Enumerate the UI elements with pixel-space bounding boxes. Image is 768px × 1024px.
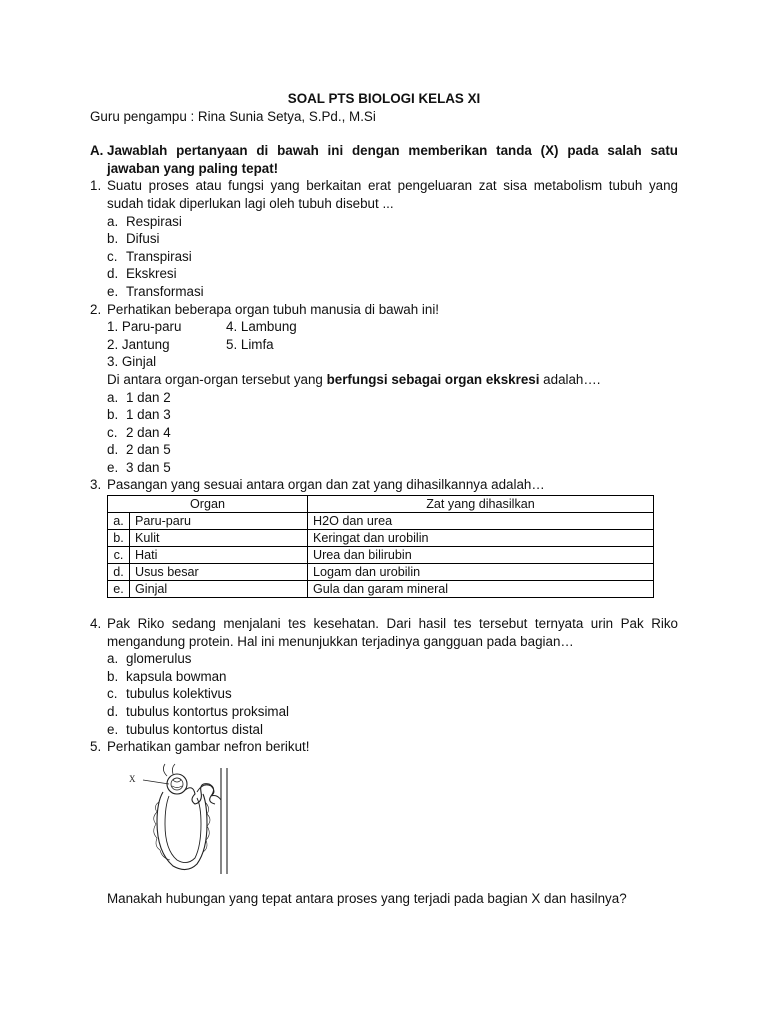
question-number: 3. <box>90 477 102 493</box>
bowman-capsule <box>167 774 187 794</box>
question-text: Suatu proses atau fungsi yang berkaitan erat pengeluaran zat sisa metabolism tubuh yang sudah tidak diperlukan lagi oleh tubuh disebut ... <box>107 178 678 211</box>
option-c[interactable] <box>107 424 678 442</box>
option-text: kapsula bowman <box>126 668 227 684</box>
row-organ: Hati <box>130 547 308 564</box>
option-d[interactable] <box>107 441 678 459</box>
question-text: Pasangan yang sesuai antara organ dan zat yang dihasilkannya adalah… <box>107 477 545 493</box>
teacher-line: Guru pengampu : Rina Sunia Setya, S.Pd., M.Si <box>90 108 376 124</box>
option-letter: e. <box>107 459 119 475</box>
option-text: 3 dan 5 <box>126 459 171 475</box>
row-zat: Urea dan bilirubin <box>308 547 654 564</box>
question-3 <box>90 476 678 598</box>
option-b[interactable] <box>107 406 678 424</box>
table-row[interactable] <box>108 547 654 564</box>
question-1 <box>90 177 678 300</box>
option-letter: e. <box>107 283 119 299</box>
option-a[interactable] <box>107 389 678 407</box>
collecting-duct <box>221 768 227 874</box>
x-pointer-line <box>143 780 169 784</box>
question-text: Perhatikan beberapa organ tubuh manusia di bawah ini! <box>107 301 440 317</box>
figure-label-x: X <box>129 773 136 784</box>
row-zat: Logam dan urobilin <box>308 564 654 581</box>
option-text: Difusi <box>126 231 160 247</box>
option-text: 1 dan 2 <box>126 389 171 405</box>
option-a[interactable] <box>107 213 678 231</box>
option-text: 2 dan 4 <box>126 424 171 440</box>
question-number: 4. <box>90 616 102 632</box>
question-5 <box>90 738 678 908</box>
question-4 <box>90 615 678 738</box>
option-letter: d. <box>107 442 119 458</box>
option-b[interactable] <box>107 230 678 248</box>
option-letter: a. <box>107 389 119 405</box>
nephron-figure <box>123 762 243 880</box>
table-row[interactable] <box>108 530 654 547</box>
question-followup: Manakah hubungan yang tepat antara proses yang terjadi pada bagian X dan hasilnya? <box>107 891 627 907</box>
section-instruction <box>90 142 678 177</box>
option-d[interactable] <box>107 265 678 283</box>
option-text: glomerulus <box>126 651 192 667</box>
option-letter: c. <box>107 248 118 264</box>
question-number: 5. <box>90 739 102 755</box>
section-label: A. <box>90 143 104 159</box>
question-prompt <box>107 371 678 389</box>
option-text: Ekskresi <box>126 266 177 282</box>
organ-item: 3. Ginjal <box>107 354 157 370</box>
table-row[interactable] <box>108 513 654 530</box>
option-letter: b. <box>107 668 119 684</box>
organ-item: 1. Paru-paru <box>107 319 182 335</box>
option-letter: c. <box>107 424 118 440</box>
row-organ: Kulit <box>130 530 308 547</box>
option-letter: a. <box>107 213 119 229</box>
answer-table <box>107 495 654 598</box>
loop-inner <box>165 796 201 863</box>
option-text: 2 dan 5 <box>126 442 171 458</box>
option-text: Transformasi <box>126 283 204 299</box>
option-text: tubulus kontortus proksimal <box>126 704 289 720</box>
row-letter: e. <box>108 581 130 598</box>
option-c[interactable] <box>107 248 678 266</box>
organ-item: 5. Limfa <box>226 336 274 352</box>
option-letter: b. <box>107 407 119 423</box>
prompt-text: adalah…. <box>539 371 601 387</box>
loop-outer <box>157 792 207 870</box>
question-number: 1. <box>90 178 102 194</box>
option-text: tubulus kontortus distal <box>126 721 263 737</box>
question-text: Pak Riko sedang menjalani tes kesehatan. Dari hasil tes tersebut ternyata urin Pak Riko mengandung protein. Hal ini menunjukkan terjadinya gangguan pada bagian… <box>107 616 678 649</box>
option-letter: d. <box>107 704 119 720</box>
option-text: Respirasi <box>126 213 182 229</box>
page-title: SOAL PTS BIOLOGI KELAS XI <box>287 91 481 106</box>
table-row[interactable] <box>108 581 654 598</box>
option-text: 1 dan 3 <box>126 407 171 423</box>
organ-item: 2. Jantung <box>107 336 170 352</box>
option-e[interactable] <box>107 283 678 301</box>
prompt-emphasis: berfungsi sebagai organ ekskresi <box>326 371 540 387</box>
table-header-organ: Organ <box>108 496 308 513</box>
option-letter: b. <box>107 231 119 247</box>
option-b[interactable] <box>107 668 678 686</box>
option-letter: e. <box>107 721 119 737</box>
option-text: tubulus kolektivus <box>126 686 232 702</box>
organ-item: 4. Lambung <box>226 319 297 335</box>
row-organ: Ginjal <box>130 581 308 598</box>
row-letter: a. <box>108 513 130 530</box>
table-header-zat: Zat yang dihasilkan <box>308 496 654 513</box>
option-a[interactable] <box>107 650 678 668</box>
option-d[interactable] <box>107 703 678 721</box>
option-letter: c. <box>107 686 118 702</box>
option-letter: d. <box>107 266 119 282</box>
question-text: Perhatikan gambar nefron berikut! <box>107 739 310 755</box>
prompt-text: Di antara organ-organ tersebut yang <box>107 371 327 387</box>
option-e[interactable] <box>107 721 678 739</box>
row-letter: d. <box>108 564 130 581</box>
section-instruction-text: Jawablah pertanyaan di bawah ini dengan memberikan tanda (X) pada salah satu jawaban yang paling tepat! <box>107 143 678 176</box>
table-header-row <box>108 496 654 513</box>
option-letter: a. <box>107 651 119 667</box>
row-zat: Keringat dan urobilin <box>308 530 654 547</box>
row-zat: H2O dan urea <box>308 513 654 530</box>
row-letter: b. <box>108 530 130 547</box>
row-organ: Paru-paru <box>130 513 308 530</box>
table-row[interactable] <box>108 564 654 581</box>
organ-list <box>107 318 678 371</box>
question-2 <box>90 301 678 477</box>
option-e[interactable] <box>107 459 678 477</box>
row-letter: c. <box>108 547 130 564</box>
proximal-tubule <box>185 783 215 803</box>
option-text: Transpirasi <box>126 248 192 264</box>
question-number: 2. <box>90 301 102 317</box>
row-organ: Usus besar <box>130 564 308 581</box>
row-zat: Gula dan garam mineral <box>308 581 654 598</box>
exam-page <box>90 90 678 908</box>
option-c[interactable] <box>107 685 678 703</box>
